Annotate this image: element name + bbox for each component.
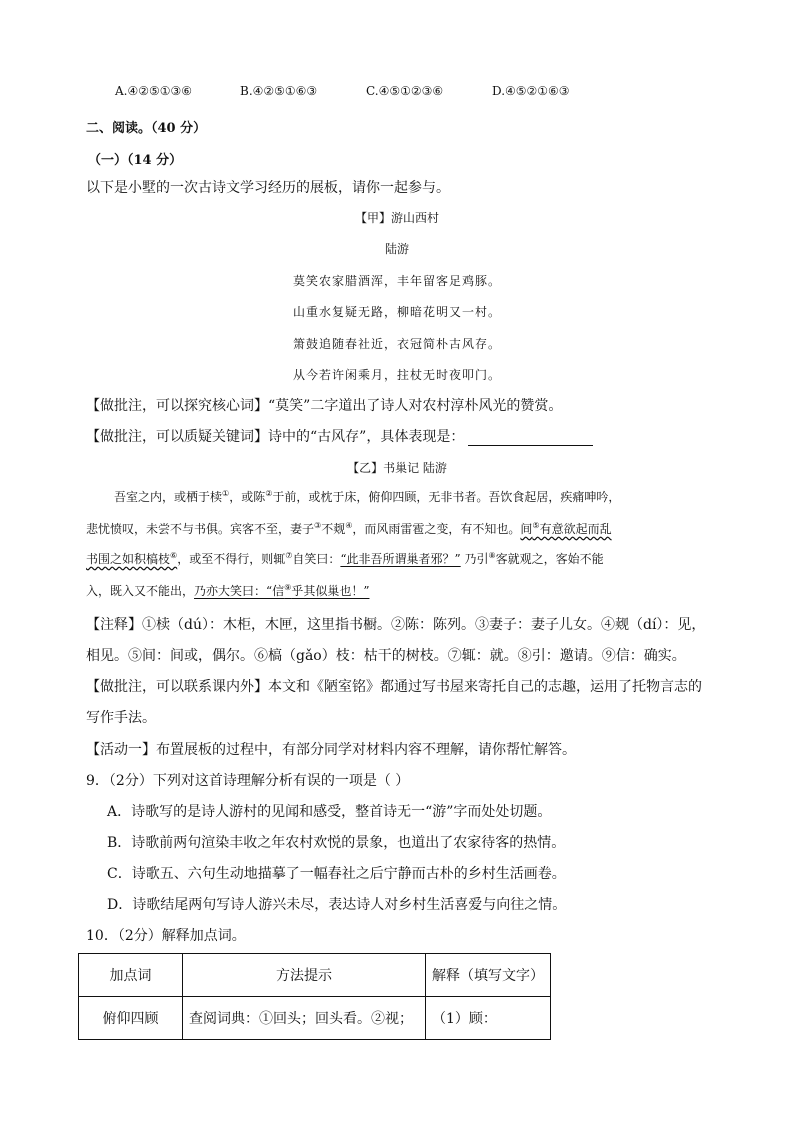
option-d: D.④⑤②①⑥③ [492,84,570,98]
question-9-stem: 9．（2分）下列对这首诗理解分析有误的一项是（ ） [86,773,410,789]
annotation-line: 【注释】①椟（dú）：木柜，木匣，这里指书橱。②陈：陈列。③妻子：妻子儿女。④觌（dí）：见， [86,617,706,633]
table-header: 加点词 [79,954,183,997]
activity-title: 【活动一】布置展板的过程中，有部分同学对材料内容不理解，请你帮忙解答。 [86,742,576,758]
question-9-option-b: B．诗歌前两句渲染丰收之年农村欢悦的景象，也道出了农家待客的热情。 [107,835,566,851]
question-10-stem: 10．（2分）解释加点词。 [86,928,246,944]
prose-title: 【乙】书巢记 陆游 [347,461,447,475]
question-9-option-d: D．诗歌结尾两句写诗人游兴未尽，表达诗人对乡村生活喜爱与向往之情。 [107,897,567,913]
section-title: 二、阅读。（40 分） [86,121,207,136]
answer-blank [468,431,593,446]
table-row [79,997,551,1040]
option-a: A.④②⑤①③⑥ [115,84,193,98]
poem-line: 箫鼓追随春社近，衣冠简朴古风存。 [292,337,501,351]
answer-cell[interactable]: （1）顾： [426,997,551,1040]
note-connect: 写作手法。 [86,710,156,726]
prose-line: 书围之如积槁枝⑥，或至不得行，则辄⑦自笑曰：“此非吾所谓巢者邪？” 乃引⑧客就观之，客始不能 [86,551,604,566]
table-cell: 查阅词典：①回头；回头看。②视； [183,997,426,1040]
part-title: （一）（14 分） [88,153,183,168]
note-key-word [86,426,593,446]
poem-line: 山重水复疑无路，柳暗花明又一村。 [292,305,501,319]
option-c: C.④⑤①②③⑥ [366,84,444,98]
note-core-word: 【做批注，可以探究核心词】“莫笑”二字道出了诗人对农村淳朴风光的赞赏。 [86,398,563,414]
option-b: B.④②⑤①⑥③ [240,84,318,98]
marked-sentence: 书围之如积槁枝⑥ [86,551,178,566]
table-header-row [79,954,551,997]
annotation-line: 相见。⑤间：间或，偶尔。⑥槁（gǎo）枝：枯干的树枝。⑦辄：就。⑧引：邀请。⑨信：确实。 [86,648,686,664]
intro-text: 以下是小墅的一次古诗文学习经历的展板，请你一起参与。 [86,180,450,196]
prose-line: 入，既入又不能出，乃亦大笑曰：“信⑨乎其似巢也！” [86,583,370,598]
table-cell: 俯仰四顾 [79,997,183,1040]
underlined-sentence: “此非吾所谓巢者邪？” [340,552,461,566]
poem-author: 陆游 [384,242,409,256]
marked-sentence: 间⑤有意欲起而乱 [520,521,612,536]
note-key-word-text: 【做批注，可以质疑关键词】诗中的“古风存”，具体表现是： [86,429,465,445]
answer-table [78,953,551,1040]
underlined-sentence: 乃亦大笑曰：“信⑨乎其似巢也！” [194,583,370,598]
prose-line: 悲忧愤叹，未尝不与书俱。宾客不至，妻子③不觌④，而风雨雷雹之变，有不知也。间⑤有意欲起而乱 [86,521,612,536]
table-header: 方法提示 [183,954,426,997]
note-connect: 【做批注，可以联系课内外】本文和《陋室铭》都通过写书屋来寄托自己的志趣，运用了托物言志的 [86,679,702,695]
poem-title: 【甲】游山西村 [354,211,439,225]
question-9-option-c: C．诗歌五、六句生动地描摹了一幅春社之后宁静而古朴的乡村生活画卷。 [107,866,566,882]
table-header: 解释（填写文字） [426,954,551,997]
question-9-option-a: A．诗歌写的是诗人游村的见闻和感受，整首诗无一“游”字而处处切题。 [107,804,552,820]
poem-line: 从今若许闲乘月，拄杖无时夜叩门。 [292,368,501,382]
poem-line: 莫笑农家腊酒浑，丰年留客足鸡豚。 [292,274,501,288]
prose-line: 吾室之内，或栖于椟①，或陈②于前，或枕于床，俯仰四顾，无非书者。吾饮食起居，疾痛呻吟， [114,489,621,504]
